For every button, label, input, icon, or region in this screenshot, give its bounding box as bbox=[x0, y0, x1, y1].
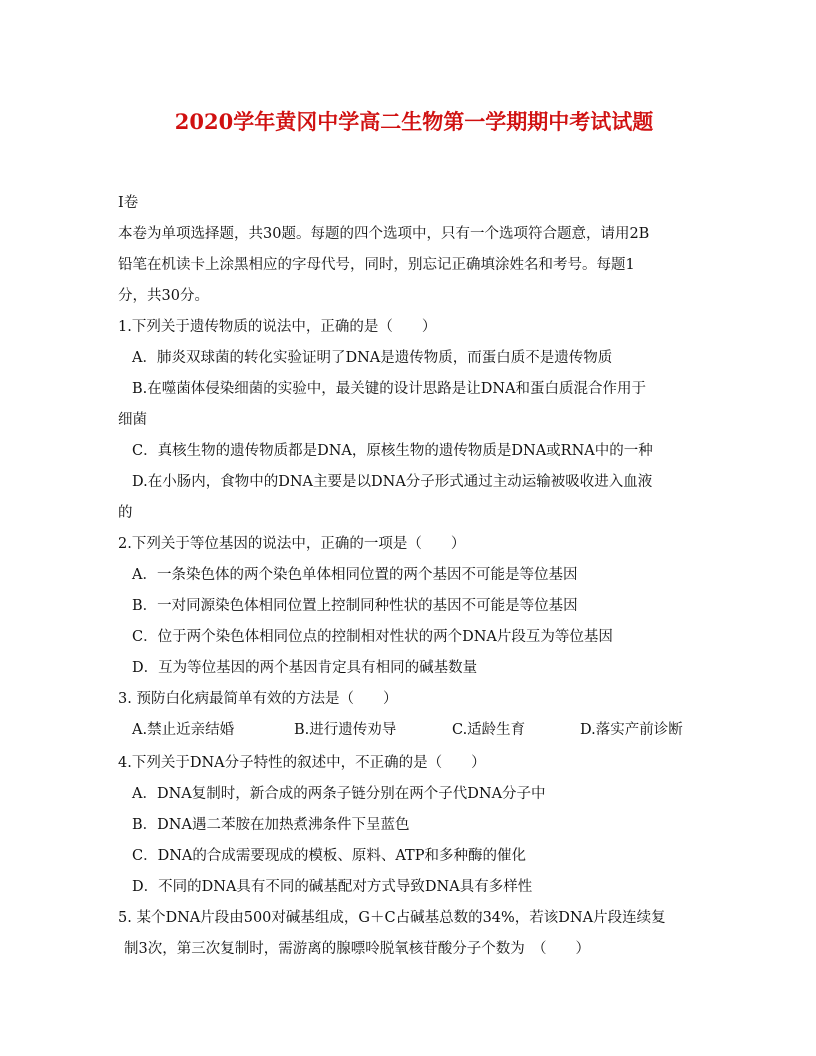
document-title: 2020学年黄冈中学高二生物第一学期期中考试试题 bbox=[174, 109, 654, 134]
question-stem: 2.下列关于等位基因的说法中，正确的一项是（ ） bbox=[118, 536, 466, 552]
instructions-line: 分，共30分。 bbox=[118, 288, 209, 304]
question-stem: 3. 预防白化病最简单有效的方法是（ ） bbox=[118, 691, 398, 707]
inline-options bbox=[118, 715, 702, 746]
option-b-continuation: 细菌 bbox=[118, 412, 147, 428]
question-stem: 4.下列关于DNA分子特性的叙述中，不正确的是（ ） bbox=[118, 755, 486, 771]
question-stem-continuation: 制3次，第三次复制时，需游离的腺嘌呤脱氧核苷酸分子个数为 （ ） bbox=[124, 941, 590, 957]
option-a: A．肺炎双球菌的转化实验证明了DNA是遗传物质，而蛋白质不是遗传物质 bbox=[132, 350, 613, 366]
option-c: C．真核生物的遗传物质都是DNA，原核生物的遗传物质是DNA或RNA中的一种 bbox=[132, 443, 653, 459]
option-b: B．一对同源染色体相同位置上控制同种性状的基因不可能是等位基因 bbox=[132, 598, 578, 614]
option-d: D.落实产前诊断 bbox=[580, 722, 683, 738]
option-d-continuation: 的 bbox=[118, 505, 133, 521]
option-b: B.进行遗传劝导 bbox=[294, 722, 397, 738]
option-d: D．互为等位基因的两个基因肯定具有相同的碱基数量 bbox=[132, 660, 478, 676]
option-d: D.在小肠内，食物中的DNA主要是以DNA分子形式通过主动运输被吸收进入血液 bbox=[132, 474, 653, 490]
option-c: C.适龄生育 bbox=[452, 722, 526, 738]
option-d: D．不同的DNA具有不同的碱基配对方式导致DNA具有多样性 bbox=[132, 879, 533, 895]
instructions-line: 铅笔在机读卡上涂黑相应的字母代号，同时，别忘记正确填涂姓名和考号。每题1 bbox=[118, 257, 635, 273]
option-a: A．一条染色体的两个染色单体相同位置的两个基因不可能是等位基因 bbox=[132, 567, 578, 583]
option-a: A.禁止近亲结婚 bbox=[132, 722, 235, 738]
option-c: C．位于两个染色体相同位点的控制相对性状的两个DNA片段互为等位基因 bbox=[132, 629, 613, 645]
option-b: B．DNA遇二苯胺在加热煮沸条件下呈蓝色 bbox=[132, 817, 410, 833]
instructions-line: 本卷为单项选择题，共30题。每题的四个选项中，只有一个选项符合题意，请用2B bbox=[118, 226, 650, 242]
section-label: I卷 bbox=[118, 195, 139, 211]
question-stem: 5. 某个DNA片段由500对碱基组成，G＋C占碱基总数的34%，若该DNA片段连续复 bbox=[118, 910, 666, 926]
option-b: B.在噬菌体侵染细菌的实验中，最关键的设计思路是让DNA和蛋白质混合作用于 bbox=[132, 381, 647, 397]
option-a: A．DNA复制时，新合成的两条子链分别在两个子代DNA分子中 bbox=[132, 786, 546, 802]
option-c: C．DNA的合成需要现成的模板、原料、ATP和多种酶的催化 bbox=[132, 848, 526, 864]
question-stem: 1.下列关于遗传物质的说法中，正确的是（ ） bbox=[118, 319, 437, 335]
